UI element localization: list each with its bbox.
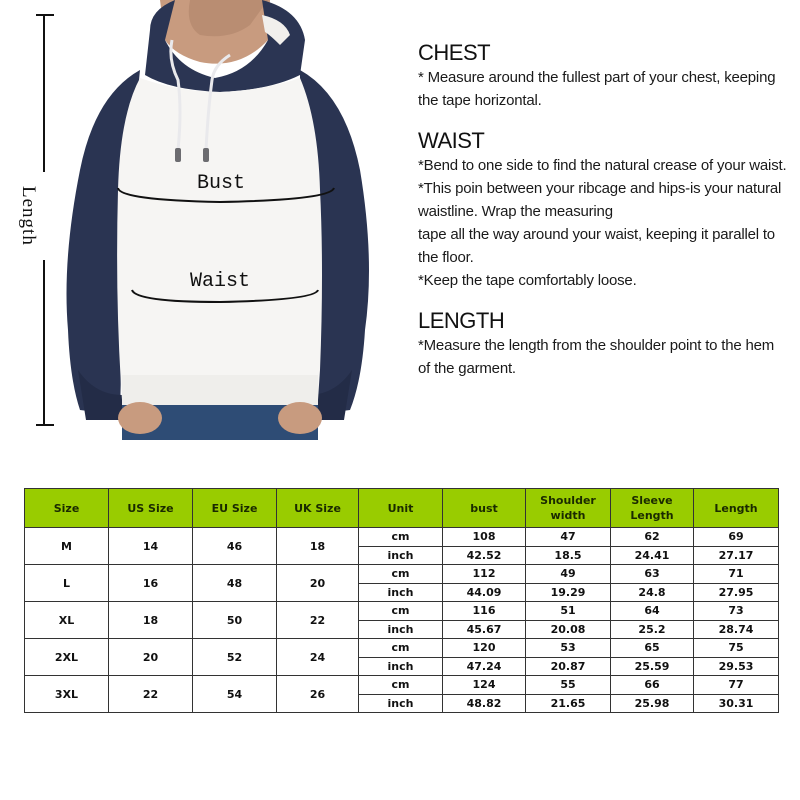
eu-size-cell: 54	[193, 676, 277, 713]
uk-size-cell: 24	[277, 639, 359, 676]
shoulder-cell: 20.87	[526, 657, 611, 676]
sleeve-cell: 25.59	[611, 657, 694, 676]
bust-cell: 47.24	[443, 657, 526, 676]
shoulder-cell: 18.5	[526, 546, 611, 565]
chest-section	[418, 40, 788, 112]
waist-label: Waist	[190, 270, 251, 293]
unit-cell: cm	[359, 639, 443, 658]
header-eu-size: EU Size	[193, 489, 277, 528]
shoulder-cell: 19.29	[526, 583, 611, 602]
length-cell: 71	[694, 565, 779, 584]
shoulder-cell: 49	[526, 565, 611, 584]
sleeve-cell: 66	[611, 676, 694, 695]
eu-size-cell: 50	[193, 602, 277, 639]
eu-size-cell: 48	[193, 565, 277, 602]
length-text: *Measure the length from the shoulder point to the hem of the garment.	[418, 337, 775, 377]
header-size: Size	[25, 489, 109, 528]
sleeve-cell: 25.2	[611, 620, 694, 639]
size-cell: XL	[25, 602, 109, 639]
shoulder-cell: 47	[526, 528, 611, 547]
us-size-cell: 14	[109, 528, 193, 565]
bust-cell: 45.67	[443, 620, 526, 639]
table-row	[25, 602, 779, 621]
uk-size-cell: 26	[277, 676, 359, 713]
sleeve-cell: 24.8	[611, 583, 694, 602]
sleeve-cell: 63	[611, 565, 694, 584]
bust-cell: 112	[443, 565, 526, 584]
length-cell: 27.95	[694, 583, 779, 602]
length-cell: 27.17	[694, 546, 779, 565]
waist-title: WAIST	[418, 128, 485, 153]
uk-size-cell: 22	[277, 602, 359, 639]
measurement-instructions	[418, 40, 788, 396]
sleeve-cell: 65	[611, 639, 694, 658]
waist-text-4: *Keep the tape comfortably loose.	[418, 272, 637, 289]
eu-size-cell: 46	[193, 528, 277, 565]
unit-cell: inch	[359, 583, 443, 602]
unit-cell: cm	[359, 602, 443, 621]
length-cell: 69	[694, 528, 779, 547]
shoulder-cell: 21.65	[526, 694, 611, 713]
table-row	[25, 676, 779, 695]
shoulder-cell: 53	[526, 639, 611, 658]
table-row	[25, 639, 779, 658]
unit-cell: inch	[359, 694, 443, 713]
chest-title: CHEST	[418, 40, 491, 65]
hoodie-measurement-figure	[0, 0, 400, 440]
sleeve-cell: 25.98	[611, 694, 694, 713]
bust-cell: 42.52	[443, 546, 526, 565]
table-row	[25, 565, 779, 584]
sleeve-cell: 62	[611, 528, 694, 547]
length-cell: 73	[694, 602, 779, 621]
uk-size-cell: 18	[277, 528, 359, 565]
bust-cell: 120	[443, 639, 526, 658]
table-header-row	[25, 489, 779, 528]
sleeve-cell: 64	[611, 602, 694, 621]
size-cell: 3XL	[25, 676, 109, 713]
length-label: Length	[18, 186, 39, 246]
waist-text-1: *Bend to one side to find the natural crease of your waist.	[418, 157, 787, 174]
size-chart-table	[24, 488, 779, 713]
us-size-cell: 20	[109, 639, 193, 676]
shoulder-cell: 51	[526, 602, 611, 621]
header-shoulder-width: Shoulder width	[526, 489, 611, 528]
shoulder-cell: 20.08	[526, 620, 611, 639]
waist-section	[418, 128, 788, 292]
hoodie-illustration	[0, 0, 400, 440]
us-size-cell: 16	[109, 565, 193, 602]
bust-cell: 44.09	[443, 583, 526, 602]
sleeve-cell: 24.41	[611, 546, 694, 565]
size-cell: M	[25, 528, 109, 565]
chest-text: * Measure around the fullest part of your chest, keeping the tape horizontal.	[418, 69, 776, 109]
bust-cell: 124	[443, 676, 526, 695]
unit-cell: inch	[359, 620, 443, 639]
unit-cell: inch	[359, 546, 443, 565]
length-title: LENGTH	[418, 308, 505, 333]
unit-cell: cm	[359, 528, 443, 547]
table-row	[25, 528, 779, 547]
length-cell: 28.74	[694, 620, 779, 639]
length-cell: 77	[694, 676, 779, 695]
length-cell: 29.53	[694, 657, 779, 676]
eu-size-cell: 52	[193, 639, 277, 676]
bust-cell: 116	[443, 602, 526, 621]
length-section	[418, 308, 788, 380]
header-us-size: US Size	[109, 489, 193, 528]
length-cell: 30.31	[694, 694, 779, 713]
size-cell: L	[25, 565, 109, 602]
header-bust: bust	[443, 489, 526, 528]
bust-cell: 48.82	[443, 694, 526, 713]
shoulder-cell: 55	[526, 676, 611, 695]
us-size-cell: 22	[109, 676, 193, 713]
header-length: Length	[694, 489, 779, 528]
uk-size-cell: 20	[277, 565, 359, 602]
bust-cell: 108	[443, 528, 526, 547]
header-unit: Unit	[359, 489, 443, 528]
waist-text-3: tape all the way around your waist, keeping it parallel to the floor.	[418, 226, 775, 266]
header-uk-size: UK Size	[277, 489, 359, 528]
unit-cell: cm	[359, 676, 443, 695]
header-sleeve-length: Sleeve Length	[611, 489, 694, 528]
us-size-cell: 18	[109, 602, 193, 639]
length-cell: 75	[694, 639, 779, 658]
bust-label: Bust	[197, 172, 246, 195]
unit-cell: cm	[359, 565, 443, 584]
unit-cell: inch	[359, 657, 443, 676]
size-cell: 2XL	[25, 639, 109, 676]
waist-text-2: *This poin between your ribcage and hips-is your natural waistline. Wrap the measuring	[418, 180, 782, 220]
